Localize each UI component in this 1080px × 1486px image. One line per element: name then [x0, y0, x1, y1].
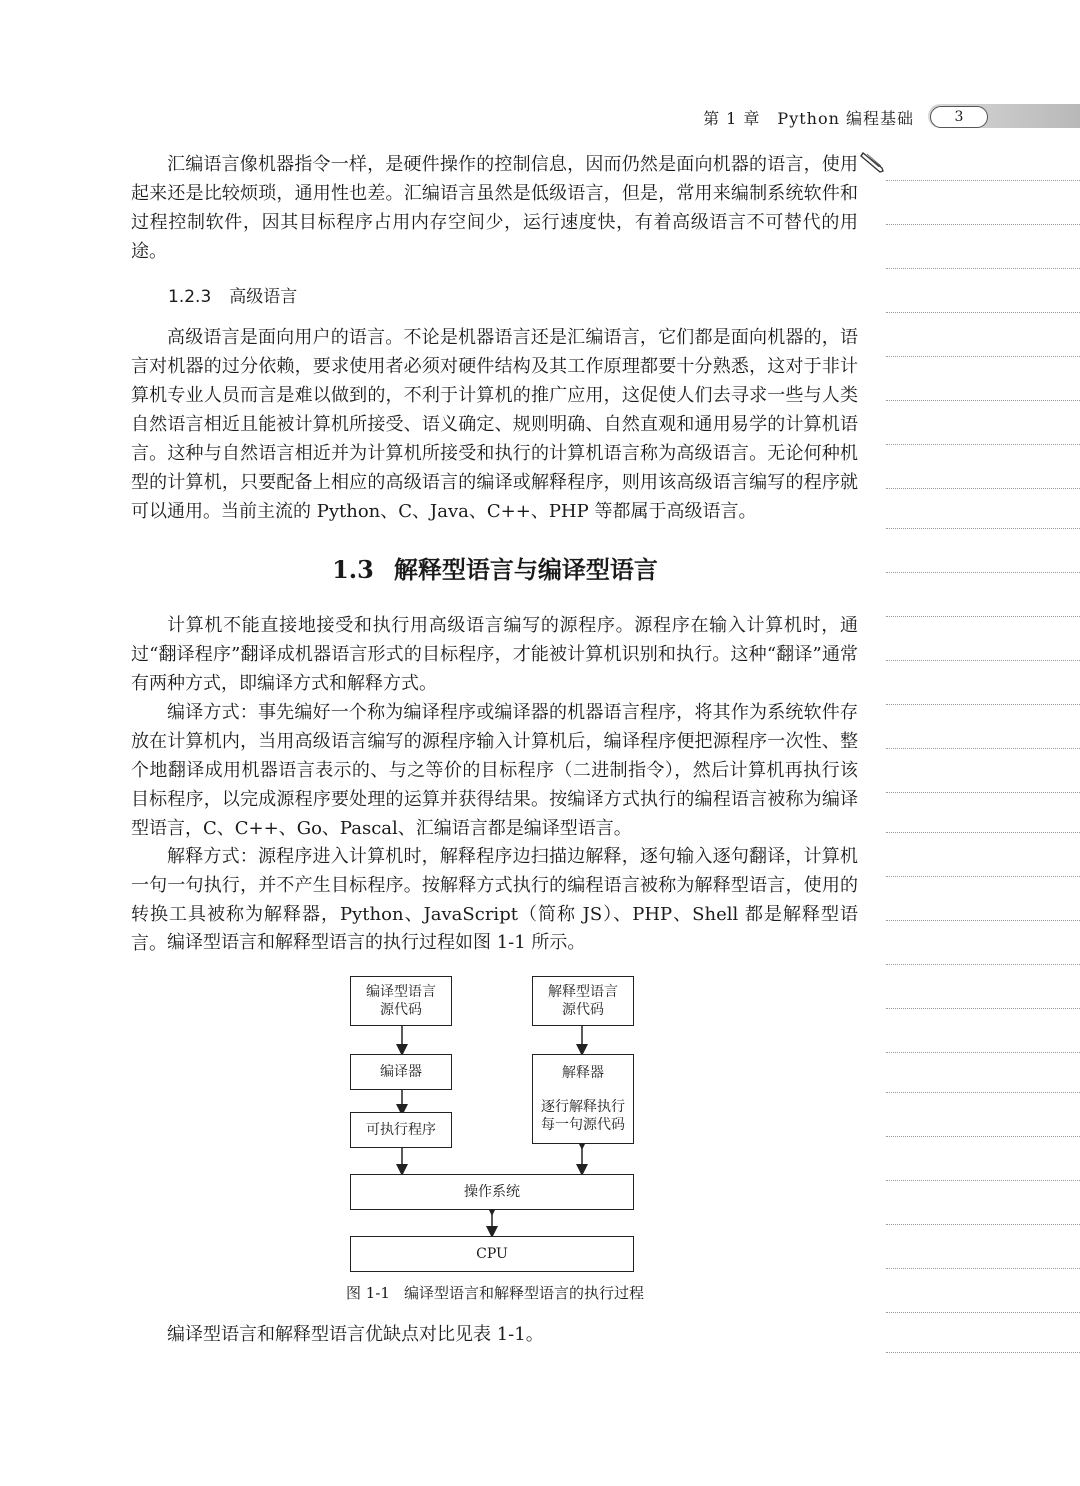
note-line: [886, 1092, 1080, 1093]
os-box: [350, 1174, 634, 1210]
subsection-title: 高级语言: [229, 287, 298, 307]
note-line: [886, 312, 1080, 313]
figure-caption: [0, 1282, 990, 1303]
note-line: [886, 1136, 1080, 1137]
compiler-label: 编译器: [380, 1064, 422, 1080]
note-line: [886, 616, 1080, 617]
margin-note-lines: [886, 0, 1080, 1486]
figure-1-1: [348, 974, 638, 1274]
compiler-box: [350, 1054, 452, 1090]
note-line: [886, 832, 1080, 833]
section-number: 1.3: [332, 555, 374, 584]
note-line: [886, 488, 1080, 489]
note-line: [886, 528, 1080, 529]
note-line: [886, 400, 1080, 401]
paragraph-assembly: 汇编语言像机器指令一样，是硬件操作的控制信息，因而仍然是面向机器的语言，使用起来还是比较烦琐，通用性也差。汇编语言虽然是低级语言，但是，常用来编制系统软件和过程控制软件，因其目标程序占用内存空间少，运行速度快，有着高级语言不可替代的用途。: [131, 154, 858, 262]
subsection-number: 1.2.3: [168, 287, 212, 307]
pencil-icon: [858, 152, 886, 176]
note-line: [886, 444, 1080, 445]
note-line: [886, 356, 1080, 357]
note-line: [886, 1268, 1080, 1269]
compiled-source-box: [350, 976, 452, 1026]
note-line: [886, 748, 1080, 749]
note-line: [886, 268, 1080, 269]
cpu-label: CPU: [476, 1246, 508, 1262]
note-line: [886, 224, 1080, 225]
figure-caption-text: 编译型语言和解释型语言的执行过程: [403, 1284, 644, 1302]
paragraph-interpret-mode: 解释方式：源程序进入计算机时，解释程序边扫描边解释，逐句输入逐句翻译，计算机一句一句执行，并不产生目标程序。按解释方式执行的编程语言被称为解释型语言，使用的转换工具被称为解释器，Python、JavaScript（简称 JS）、PHP、Shell 都是解释型语言。: [131, 846, 858, 954]
executable-box: [350, 1112, 452, 1148]
note-line: [886, 1180, 1080, 1181]
note-line: [886, 1008, 1080, 1009]
paragraph-figure-ref: 编译型语言和解释型语言的执行过程如图 1-1 所示。: [167, 932, 586, 953]
executable-label: 可执行程序: [366, 1122, 436, 1138]
interpreter-note: 逐行解释执行 每一句源代码: [541, 1099, 625, 1133]
note-line: [886, 1352, 1080, 1353]
paragraph-high-level: 高级语言是面向用户的语言。不论是机器语言还是汇编语言，它们都是面向机器的，语言对机器的过分依赖，要求使用者必须对硬件结构及其工作原理都要十分熟悉，这对于非计算机专业人员而言是难以做到的，不利于计算机的推广应用，这促使人们去寻求一些与人类自然语言相近且能被计算机所接受、语义确定、规则明确、自然直观和通用易学的计算机语言。这种与自然语言相近并为计算机所接受和执行的计算机语言称为高级语言。无论何种机型的计算机，只要配备上相应的高级语言的编译或解释程序，则用该高级语言编写的程序就可以通用。当前主流的 Python、C、Java、C++、PHP 等都属于高级语言。: [131, 327, 858, 522]
paragraph-translation: 计算机不能直接地接受和执行用高级语言编写的源程序。源程序在输入计算机时，通过“翻译程序”翻译成机器语言形式的目标程序，才能被计算机识别和执行。这种“翻译”通常有两种方式，即编译方式和解释方式。: [131, 615, 858, 694]
note-line: [886, 704, 1080, 705]
note-line: [886, 964, 1080, 965]
section-heading: [0, 550, 990, 585]
cpu-box: [350, 1236, 634, 1272]
note-line: [886, 876, 1080, 877]
interpreted-source-box: [532, 976, 634, 1026]
note-line: [886, 920, 1080, 921]
chapter-title: 第 1 章 Python 编程基础: [703, 109, 914, 128]
subsection-heading: [168, 282, 297, 307]
paragraph-table-ref: 编译型语言和解释型语言优缺点对比见表 1-1。: [167, 1324, 544, 1345]
note-line: [886, 660, 1080, 661]
figure-caption-number: 图 1-1: [346, 1284, 390, 1302]
interpreted-source-label: 解释型语言 源代码: [548, 984, 618, 1018]
note-line: [886, 1052, 1080, 1053]
note-line: [886, 792, 1080, 793]
os-label: 操作系统: [464, 1184, 520, 1200]
note-line: [886, 1312, 1080, 1313]
section-title: 解释型语言与编译型语言: [393, 555, 658, 584]
paragraph-compile-mode: 编译方式：事先编好一个称为编译程序或编译器的机器语言程序，将其作为系统软件存放在计算机内，当用高级语言编写的源程序输入计算机后，编译程序便把源程序一次性、整个地翻译成用机器语言表示的、与之等价的目标程序（二进制指令），然后计算机再执行该目标程序，以完成源程序要处理的运算并获得结果。按编译方式执行的编程语言被称为编译型语言，C、C++、Go、Pascal、汇编语言都是编译型语言。: [131, 702, 858, 839]
compiled-source-label: 编译型语言 源代码: [366, 984, 436, 1018]
note-line: [886, 1224, 1080, 1225]
note-line: [886, 180, 1080, 181]
page-number: 3: [930, 106, 988, 128]
interpreter-label: 解释器: [562, 1065, 604, 1081]
interpreter-box: [532, 1054, 634, 1144]
